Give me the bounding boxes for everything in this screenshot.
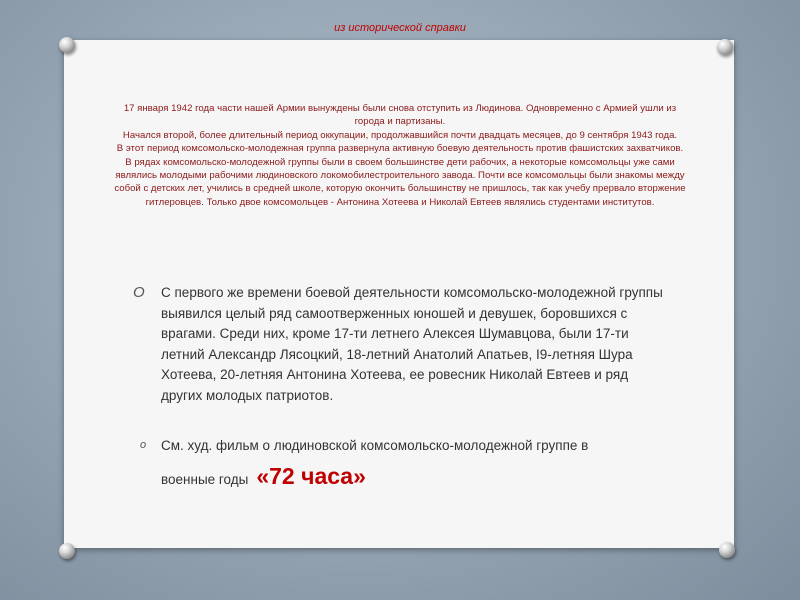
bullet-text: военные годы xyxy=(161,472,249,487)
intro-paragraph: В этот период комсомольско-молодежная группа развернула активную боевую деятельность против фашистских захватчиков. xyxy=(116,143,684,155)
pushpin-icon xyxy=(719,542,735,558)
pushpin-icon xyxy=(59,37,75,53)
intro-paragraph: 17 января 1942 года части нашей Армии вынуждены были снова отступить из Людинова. Одновременно с Армией ушли из города и партизаны. xyxy=(123,103,677,128)
intro-paragraph: Начался второй, более длительный период оккупации, продолжавшийся почти двадцать месяцев, до 9 сентября 1943 года. xyxy=(122,129,678,141)
bullet-marker: o xyxy=(140,439,147,451)
bullet-text: См. худ. фильм о людиновской комсомольско-молодежной группе в xyxy=(161,438,589,453)
pushpin-icon xyxy=(59,543,75,559)
film-title: «72 часа» xyxy=(256,463,366,489)
intro-paragraph: В рядах комсомольско-молодежной группы были в своем большинстве дети рабочих, а некоторые комсомольцы уже сами являлись молодыми рабочими людиновского локомобилестроительного завода. Почти все комсомольцы были знакомы между собой с детских лет, учились в средней школе, которую окончить большинству не пришлось, так как учебу прервало вторжение гитлеровцев. Только двое комсомольцев - Антонина Хотеева и Николай Евтеев являлись студентами институтов. xyxy=(114,156,686,208)
pushpin-icon xyxy=(717,39,733,55)
bullet-marker: O xyxy=(133,284,145,301)
slide-title: из исторической справки xyxy=(334,22,466,34)
intro-text xyxy=(108,102,692,209)
bullet-text: С первого же времени боевой деятельности комсомольско-молодежной группы выявился целый ряд самоотверженных юношей и девушек, боровшихся с врагами. Среди них, кроме 17-ти летнего Алексея Шумавцова, были 17-ти летний Александр Лясоцкий, 18-летний Анатолий Апатьев, I9-летняя Шура Хотеева, 20-летняя Антонина Хотеева, ее ровесник Николай Евтеев и ряд других молодых патриотов. xyxy=(161,285,663,403)
bullet-text-line2 xyxy=(161,463,366,490)
